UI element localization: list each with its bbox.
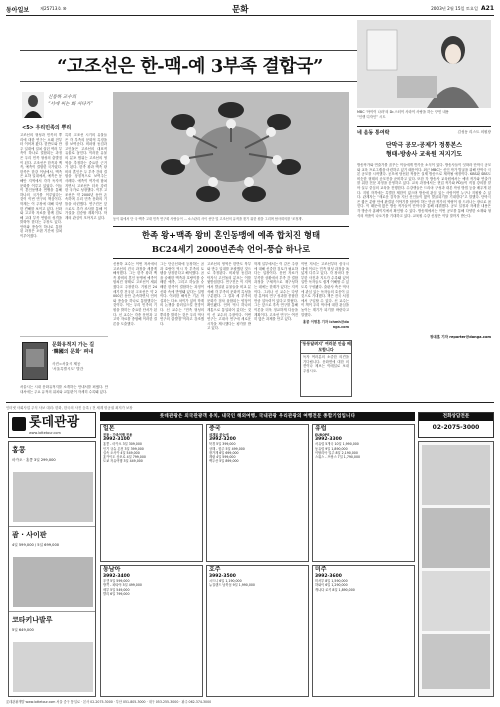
ad-region-australia-name: 호주 (209, 566, 221, 573)
ad-region-sea-name: 동남아 (103, 566, 121, 573)
list-item: 시드니 6일 1,190,000 (209, 579, 242, 583)
ad-region-japan-sub: 전통 · 가족여행 전용 (103, 433, 133, 437)
ad-top-right (418, 412, 494, 438)
list-item: 홋카이도 삿포로 4일 799,000 (103, 455, 146, 460)
article-column-2: 특히 고조선 시기의 유물들은 각 부족의 문화적 특징을 잘 보여준다. 비파형 동검과 고인돌은 고조선의 대표적 유물로 꼽힌다. 이러한 유물의 분포 범위는 고조선의 영역을 추정하는 중요한 근거가 된다. 한족 왕과 맥족 왕비의 혼인은 두 부족 간의 결합을 상징적으로 보여주는 사례다. 예족이 여기에 합쳐지면서 고조선은 더욱 강력한 국가로 성장했다. 이후 고조선은 약 2000년 동안 존속하며 우리 민족 문화의 기틀을 마련했다. 연구진은 앞으로도 추가 조사를 통해 이 가설을 검증할 계획이다. 학계의 관심이 모아지고 있다. (65, 133, 107, 220)
list-item: 백두산 5일 899,000 (209, 459, 239, 464)
series-subhead: <5> 우리민족의 뿌리 (22, 125, 72, 131)
aside-masthead-right: 김성동 리스트 의원장 (457, 129, 491, 134)
ad-region-americas[interactable] (312, 565, 415, 697)
list-item: 스위스 - 프랑스 7일 1,790,000 (315, 455, 361, 460)
list-item: 장가계 6일 699,000 (209, 450, 239, 455)
list-item: 미서부 8일 1,590,000 (315, 579, 348, 583)
ad-left-feature-3-title: 코타키나발루 (12, 616, 53, 624)
aside-masthead (357, 126, 491, 136)
list-item: 세부 5일 549,000 (103, 587, 130, 592)
ad-region-japan-name: 일본 (103, 425, 115, 432)
list-item: 이탈리아 일주 8일 2,190,000 (315, 450, 358, 455)
ad-left-features (8, 441, 96, 697)
notice-text: 독자 여러분의 소중한 의견을 기다립니다. 문화면에 대한 의견이나 제보는 이메일로 보내 주십시오. (303, 355, 349, 373)
ad-region-china-name: 중국 (209, 425, 221, 432)
book-cover (22, 342, 48, 380)
list-item: 상해 - 항주 5일 499,000 (209, 446, 245, 451)
list-item: 푸켓 5일 599,000 (103, 579, 130, 583)
article-column-7: 이번 저서는 고조선부터 삼국시대에 이르는 민족 형성 과정을 폭넓게 다루고 있다. 각 장마다 풍부한 사진과 지도가 수록돼 있어 일반 독자들도 쉽게 이해할 수 있도록 구성됐다. 출판사 측은 역사에 관심 있는 독자들의 호응이 클 것으로 기대했다. 책은 전국 서점에서 구입할 수 있다. 신 교수는 이 책이 우리 역사에 대한 관심을 높이는 계기가 되기를 바란다고 말했다. 홍콩 이명훈 기자 ichmh@donga.com (301, 262, 349, 329)
aside-masthead-left: 네 음동 통여락 (357, 130, 390, 136)
list-item: 도쿄 자유여행 3일 449,000 (103, 459, 143, 464)
ad-region-china[interactable] (206, 424, 309, 562)
ad-region-china-sub: 세계를 한눈에 (209, 433, 229, 437)
lotte-logo-icon (12, 417, 26, 431)
ad-region-europe-sub: EUROPE (315, 433, 330, 437)
aside-photo (357, 20, 491, 108)
subheadline-1: 한족 왕+맥족 왕비 혼인동맹에 예족 합치진 형태 (141, 230, 321, 240)
bottom-byline: 정대훈 기자 reporter@donga.com (429, 335, 491, 339)
ad-left-feature-1-line: 마카오 · 홍콩 3일 299,000 (12, 458, 56, 462)
ad-left-feature-2-title: 괌 · 사이판 (12, 531, 47, 539)
ad-right-column (418, 441, 494, 697)
book-section-rule (20, 336, 108, 337)
ad-region-sea-phone: 3992-3400 (103, 574, 130, 579)
newspaper-name: 동아일보 (6, 7, 30, 14)
ad-left-feature-2-line: 4일 599,000 / 5일 699,000 (12, 543, 60, 547)
ad-region-japan-phone: 3992-3100 (103, 437, 130, 443)
list-item: 북경 5일 399,000 (209, 442, 236, 447)
list-item: 뉴질랜드 남북섬 9일 1,990,000 (209, 583, 255, 588)
main-headline: “고조선은 한-맥-예 3부족 결합국” (57, 56, 323, 77)
ad-region-japan[interactable] (100, 424, 203, 562)
issue-number: 제25713호 ⑩ (40, 6, 67, 11)
article-byline: 홍콩 이명훈 기자 ichmh@donga.com (302, 320, 349, 329)
book-article: 서울시는 시내 문화유적지를 소개하는 안내서를 펴냈다. 안내서에는 주요 유적의 위치와 교통편이 자세히 수록돼 있다. (20, 385, 108, 394)
ad-region-europe-name: 유럽 (315, 425, 327, 432)
photo-caption: 동이 위에서 단 국·맥족 고대 민족 연구회 사람들이 ... 소스관리 사이 선단 및 고조선의 유적을 찾기 위한 원을 그리며 탐사회의를 '조정계'. (113, 217, 304, 221)
ad-region-china-phone: 3992-3200 (209, 437, 236, 443)
list-item: 인기 규슈 온천 3일 399,000 (103, 446, 144, 451)
subheadline-2: BC24세기 2000년존속 언어-풍습 하나로 (151, 244, 311, 254)
ad-top-rule (6, 402, 494, 403)
article-column-1: 고조선의 형성과 민족의 뿌리에 대한 연구는 오래 전부터 이어져 왔다. 한반도와 만주 일대에 걸쳐 살던 여러 부족이 하나로 결합되는 과정은 우리 민족 형성의 출발점이 된다. 고조선은 한족과 맥족, 예족이 결합한 국가였다. 한족은 한강 이남에서, 맥족은 요하 일대에서, 예족은 동해안 지역에서 각각 독자적 문화를 이루고 있었다. 이들이 혼인동맹과 연맹을 통해 하나의 국가를 이루었다는 것이 이번 연구의 핵심이다. 학계는 이 주장에 대해 다양한 견해를 보이고 있다. 신화와 고고학 자료를 함께 검토해 고대 부족 연합의 성격을 밝혀야 한다는 주장도 있다. 언어와 풍습이 하나로 통합된 과정은 오랜 기간에 걸쳐 이루어졌다. (20, 133, 62, 239)
book-caption: 사진=서울시 제공 ‘서울특별시도’ 발간 (52, 362, 84, 371)
book-subhead: 문화유적지 가는 길 ‘韓國의 문화’ 펴내 (52, 342, 95, 355)
page-number: A21 (481, 5, 494, 12)
ad-top-right-phone: 02-2075-3000 (432, 424, 480, 431)
article-column-5: 고조선의 영역은 한반도 북부와 만주 일대를 포괄했던 것으로 추정된다. 비파형 동검과 탁자식 고인돌의 분포는 이를 뒷받침한다. 연구진은 이 지역에서 발굴된 유물들을 비교 분석해 각 부족의 문화적 특성을 구분했다. 그 결과 세 부족의 문화가 점차 융합되는 양상이 확인됐다. 언어 역시 하나의 계통으로 통일되어 갔다는 것이 신 교수의 주장이다. 이번 연구는 고대사 연구에 새로운 시각을 제시했다는 평가를 받고 있다. (207, 262, 251, 331)
article-column-4: 그는 단군신화에 등장하는 곰과 호랑이 역시 각 부족의 토템을 상징한다고 해석했다. 곰을 숭배한 맥족과 호랑이를 숭배한 예족, 그리고 하늘을 숭배한 한족이 결합하는 과정이 신화 속에 반영돼 있다는 설명이다. 이러한 해석은 기존 학설과는 다소 차이가 있어 학계의 논쟁을 불러일으킬 전망이다. 신 교수는 “민족 형성의 뿌리를 밝히는 것은 우리 역사 연구의 출발점”이라고 강조했다. (160, 262, 204, 326)
main-photo (113, 92, 349, 215)
ad-region-southeast-asia[interactable] (100, 565, 203, 697)
list-item: 서유럽 5개국 10일 1,990,000 (315, 442, 359, 447)
ad-top-notice: 인터넷 사회사업 주식 사보 대리: 한화, 한국의 사진 등록 / 전 세계 항공권 최저가 보장 (6, 406, 133, 410)
article-column-6: 학계 일부에서는 이 같은 주장에 대해 신중한 검토가 필요하다는 입장이다. 문헌 자료가 부족한 상황에서 부족 간 결합 과정을 구체적으로 재구성하는 데에는 한계가 있다는 지적이다. 그러나 신 교수는 다양한 분야의 연구 성과를 종합한 만큼 설득력이 있다고 밝혔다. 그는 앞으로 후속 연구를 통해 이론을 더욱 정교하게 다듬을 계획이다. 고조선 연구는 여전히 많은 과제를 안고 있다. (254, 262, 298, 322)
list-item: 방콕 - 파타야 5일 499,000 (103, 583, 142, 588)
ad-region-europe-phone: 3992-3300 (315, 437, 342, 443)
list-item: 계림 4일 599,000 (209, 455, 236, 460)
ad-left-feature-3-line: 5일 649,000 (12, 628, 34, 632)
list-item: 동유럽 9일 1,890,000 (315, 446, 348, 451)
issue-date: 2003년 2월 15일 토요일 (431, 6, 478, 11)
list-item: 실속 오사카 4일 549,000 (103, 450, 140, 455)
subhead-rule-bottom (113, 258, 349, 259)
page-header (6, 3, 494, 16)
main-headline-box (20, 50, 360, 82)
ad-left-feature-1[interactable] (9, 442, 95, 527)
list-item: 발리 6일 799,000 (103, 591, 130, 596)
aside-article: 방송작가와 연출가를 꿈꾸는 이들에게 반가운 소식이 있다. 방송사들이 잇따라 단막극 공모와 교육 프로그램을 마련하고 있기 때문이다. 최근 MBC는 신인 작가 발굴을 위해 단막극 극본 공모를 시작했다. 공모에 당선된 작품은 실제 방송으로 제작될 예정이다. KBS와 SBS도 비슷한 형태의 공모전을 준비하고 있다. 또한 각 방송사 교육원에서는 예비 작가와 연출가를 위한 전문 과정을 운영하고 있다. 교육 과정에서는 현업 작가와 PD들이 직접 강의를 맡아 실무 중심의 교육을 진행한다. 수강생들은 드라마 구성과 대본 작성 방법 등을 배우게 된다. 지원 자격에는 특별한 제한이 없으며 방송에 관심 있는 사람이면 누구나 지원할 수 있다. 관계자는 “새로운 감각을 지닌 신인들이 많이 발굴되기를 기대한다”고 말했다. 단막극은 짧은 분량 안에 완결된 이야기를 담아야 하는 만큼 작가의 역량이 잘 드러나는 장르로 꼽힌다. 이 때문에 많은 방송 작가들이 단막극을 통해 데뷔했다. 공모 일정과 자세한 내용은 각 방송사 홈페이지에서 확인할 수 있다. 방송계에서는 이번 공모를 통해 다양한 소재와 형식의 작품이 나오기를 기대하고 있다. 교육원 수강 신청은 이달 말까지 받는다. (357, 163, 491, 218)
ad-region-americas-name: 미주 (315, 566, 327, 573)
ad-left-feature-1-title: 홍콩 (12, 446, 26, 454)
ad-left-feature-2[interactable] (9, 527, 95, 612)
subhead-rule-top (113, 226, 349, 227)
list-item: 캐나다 로키 8일 1,890,000 (315, 587, 355, 592)
ad-left-feature-3[interactable] (9, 612, 95, 696)
aside-title: 단막극 공모-공제가 정통본스 형태-방송사 교육원 저지기도 (385, 142, 463, 158)
article-column-3: 신용하 교수는 이번 저서에서 고조선의 건국 과정을 새롭게 해석했다. 그는 한족 왕과 맥족 왕비의 혼인 동맹에 예족이 합쳐진 형태로 고조선이 세워졌다고 주장한다. 기원전 24세기경 건국된 고조선은 약 2000년 동안 존속하면서 언어와 풍습을 하나로 통합했다는 것이다. 이는 우리 민족의 기원을 밝히는 중요한 단서가 된다. 신 교수는 각종 문헌과 고고학 자료를 종합해 이러한 결론을 도출했다. (113, 262, 157, 326)
ad-region-australia[interactable] (206, 565, 309, 697)
ad-top-right-title: 전화상담전문 (419, 413, 493, 421)
list-item: 하와이 6일 1,290,000 (315, 583, 348, 588)
portrait-caption: 신용하 교수의 “서에 씨는 화 사다가” (48, 95, 93, 107)
ad-region-americas-phone: 3992-3600 (315, 574, 342, 579)
notice-box (300, 340, 352, 397)
ad-logo-sub: www.lottetour.com (29, 431, 61, 435)
ad-banner: 롯데관광은 외국관광객 유치, 내국인 해외여행, 국내관광 우리관광의 여행전문 종합기업입니다 (100, 412, 415, 421)
section-title: 문화 (232, 5, 249, 15)
ad-logo-box[interactable] (8, 412, 96, 438)
ad-region-europe[interactable] (312, 424, 415, 562)
author-portrait (22, 92, 44, 118)
ad-region-australia-phone: 3992-3500 (209, 574, 236, 579)
notice-title: ‘동동달려지’ 여러분 안을 배모합니다 (301, 341, 351, 352)
list-item: 홍콩 - 마카오 3일 309,000 (103, 442, 142, 447)
ad-logo: 롯데관광 (29, 415, 80, 430)
ad-footer: 롯데관광개발 www.lottetour.com 서울 중구 통일로 · 본사 02-2075-3000 · 부산 051-805-3000 · 대구 053-255-3000 · 광주 062-374-3000 (6, 700, 212, 704)
aside-caption: MBC ‘아이이 나라’의 Dr.스터이 사라이 사랑을 하는 꾸민 내용 “인생 디자인” 시도 (357, 110, 449, 119)
